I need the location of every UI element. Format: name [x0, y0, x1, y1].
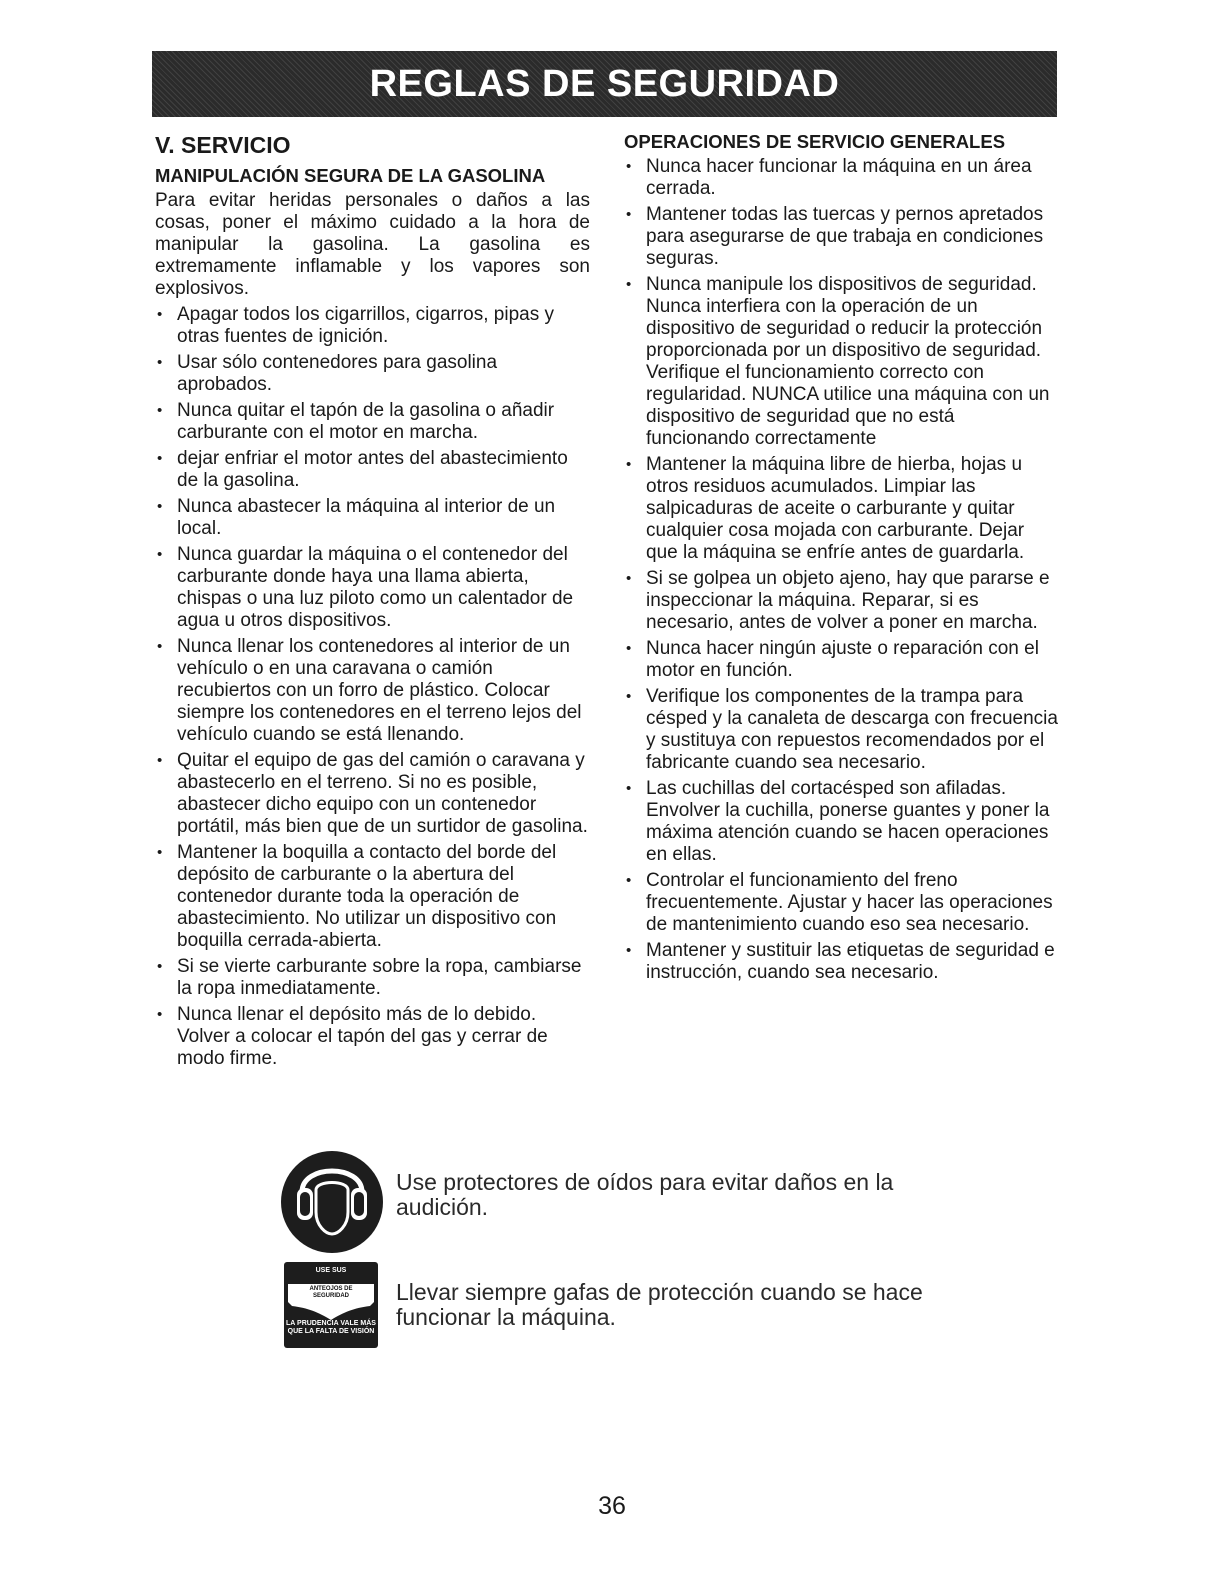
list-item: • Nunca manipule los dispositivos de seguridad. Nunca interfiera con la operación de un dispositivo de seguridad o reducir la protección proporcionada por un dispositivo de seguridad. Verifique el funcionamiento correcto con regularidad. NUNCA utilice una máquina con un dispositivo de seguridad que no está funcionando correctamente [626, 274, 1050, 449]
bullet-icon: • [157, 958, 163, 975]
intro-paragraph: Para evitar heridas personales o daños a las cosas, poner el máximo cuidado a la hora de manipular la gasolina. La gasolina es extremamente inflamable y los vapores son explosivos. [155, 190, 590, 299]
gasoline-bullet-list [155, 304, 590, 1070]
page-number: 36 [598, 1492, 626, 1520]
bullet-icon: • [157, 638, 163, 655]
sign-bottom-text: LA PRUDENCIA VALE MÁS QUE LA FALTA DE VISIÓN [286, 1320, 376, 1335]
bullet-icon: • [157, 1006, 163, 1023]
list-item: • Nunca abastecer la máquina al interior de un local. [157, 496, 556, 539]
bullet-icon: • [157, 752, 163, 769]
bullet-icon: • [626, 456, 632, 473]
section-title: V. SERVICIO [155, 132, 291, 158]
list-item: • Nunca llenar el depósito más de lo debido. Volver a colocar el tapón del gas y cerrar de modo firme. [157, 1004, 548, 1069]
bullet-icon: • [157, 402, 163, 419]
list-item: • dejar enfriar el motor antes del abastecimiento de la gasolina. [157, 448, 568, 491]
list-item: • Mantener la máquina libre de hierba, hojas u otros residuos acumulados. Limpiar las salpicaduras de aceite o carburante y quitar cualquier cosa mojada con carburante. Dejar que la máquina se enfríe antes de guardarla. [626, 454, 1025, 563]
list-item: • Mantener y sustituir las etiquetas de seguridad e instrucción, cuando sea necesario. [626, 940, 1055, 983]
left-column [155, 126, 590, 1074]
right-column [624, 126, 1060, 988]
bullet-icon: • [626, 688, 632, 705]
bullet-icon: • [157, 306, 163, 323]
list-item: • Nunca guardar la máquina o el contenedor del carburante donde haya una llama abierta, chispas o una luz piloto como un calentador de agua u otros dispositivos. [157, 544, 574, 631]
list-item: • Controlar el funcionamiento del freno frecuentemente. Ajustar y hacer las operaciones de mantenimiento cuando eso sea necesario. [626, 870, 1053, 935]
list-item: • Mantener la boquilla a contacto del borde del depósito de carburante o la abertura del contenedor durante toda la operación de abastecimiento. No utilizar un dispositivo con boquilla cerrada-abierta. [157, 842, 557, 951]
ear-protection-icon [280, 1150, 384, 1254]
list-item: • Mantener todas las tuercas y pernos apretados para asegurarse de que trabaja en condiciones seguras. [626, 204, 1044, 269]
list-item: • Usar sólo contenedores para gasolina aprobados. [157, 352, 498, 395]
list-item: • Nunca hacer ningún ajuste o reparación con el motor en función. [626, 638, 1039, 681]
list-item: • Verifique los componentes de la trampa para césped y la canaleta de descarga con frecuencia y sustituya con repuestos recomendados por el fabricante cuando sea necesario. [626, 686, 1058, 773]
bullet-icon: • [626, 276, 632, 293]
list-item: • Las cuchillas del cortacésped son afiladas. Envolver la cuchilla, ponerse guantes y poner la máxima atención cuando se hacen operaciones en ellas. [626, 778, 1050, 865]
list-item: • Nunca llenar los contenedores al interior de un vehículo o en una caravana o camión recubiertos con un forro de plástico. Colocar siempre los contenedores en el terreno lejos del vehículo cuando se está llenando. [157, 636, 582, 745]
list-item: • Si se vierte carburante sobre la ropa, cambiarse la ropa inmediatamente. [157, 956, 582, 999]
bullet-icon: • [626, 640, 632, 657]
page-title: REGLAS DE SEGURIDAD [369, 62, 840, 105]
list-item: • Si se golpea un objeto ajeno, hay que pararse e inspeccionar la máquina. Reparar, si es necesario, antes de volver a poner en marcha. [626, 568, 1050, 633]
subsection-title-gasoline: MANIPULACIÓN SEGURA DE LA GASOLINA [155, 165, 546, 186]
bullet-icon: • [157, 844, 163, 861]
bullet-icon: • [157, 450, 163, 467]
title-banner [152, 51, 1057, 117]
bullet-icon: • [626, 570, 632, 587]
bullet-icon: • [157, 546, 163, 563]
bullet-icon: • [626, 942, 632, 959]
safety-goggles-icon [284, 1262, 378, 1348]
subsection-title-general-service: OPERACIONES DE SERVICIO GENERALES [624, 131, 1006, 152]
list-item: • Nunca hacer funcionar la máquina en un área cerrada. [626, 156, 1032, 199]
eye-notice-text: Llevar siempre gafas de protección cuando se hace funcionar la máquina. [396, 1279, 923, 1330]
bullet-icon: • [157, 354, 163, 371]
bullet-icon: • [157, 498, 163, 515]
bullet-icon: • [626, 780, 632, 797]
list-item: • Apagar todos los cigarrillos, cigarros, pipas y otras fuentes de ignición. [157, 304, 555, 347]
bullet-icon: • [626, 158, 632, 175]
list-item: • Quitar el equipo de gas del camión o caravana y abastecerlo en el terreno. Si no es posible, abastecer dicho equipo con un contenedor portátil, más bien que de un surtidor de gasolina. [157, 750, 588, 837]
sign-lens-text: ANTEOJOS DE SEGURIDAD [309, 1286, 353, 1299]
bullet-icon: • [626, 872, 632, 889]
list-item: • Nunca quitar el tapón de la gasolina o añadir carburante con el motor en marcha. [157, 400, 555, 443]
hearing-notice-text: Use protectores de oídos para evitar daños en la audición. [396, 1169, 894, 1220]
bullet-icon: • [626, 206, 632, 223]
sign-top-text: USE SUS [315, 1267, 347, 1274]
general-service-bullet-list [624, 156, 1060, 984]
